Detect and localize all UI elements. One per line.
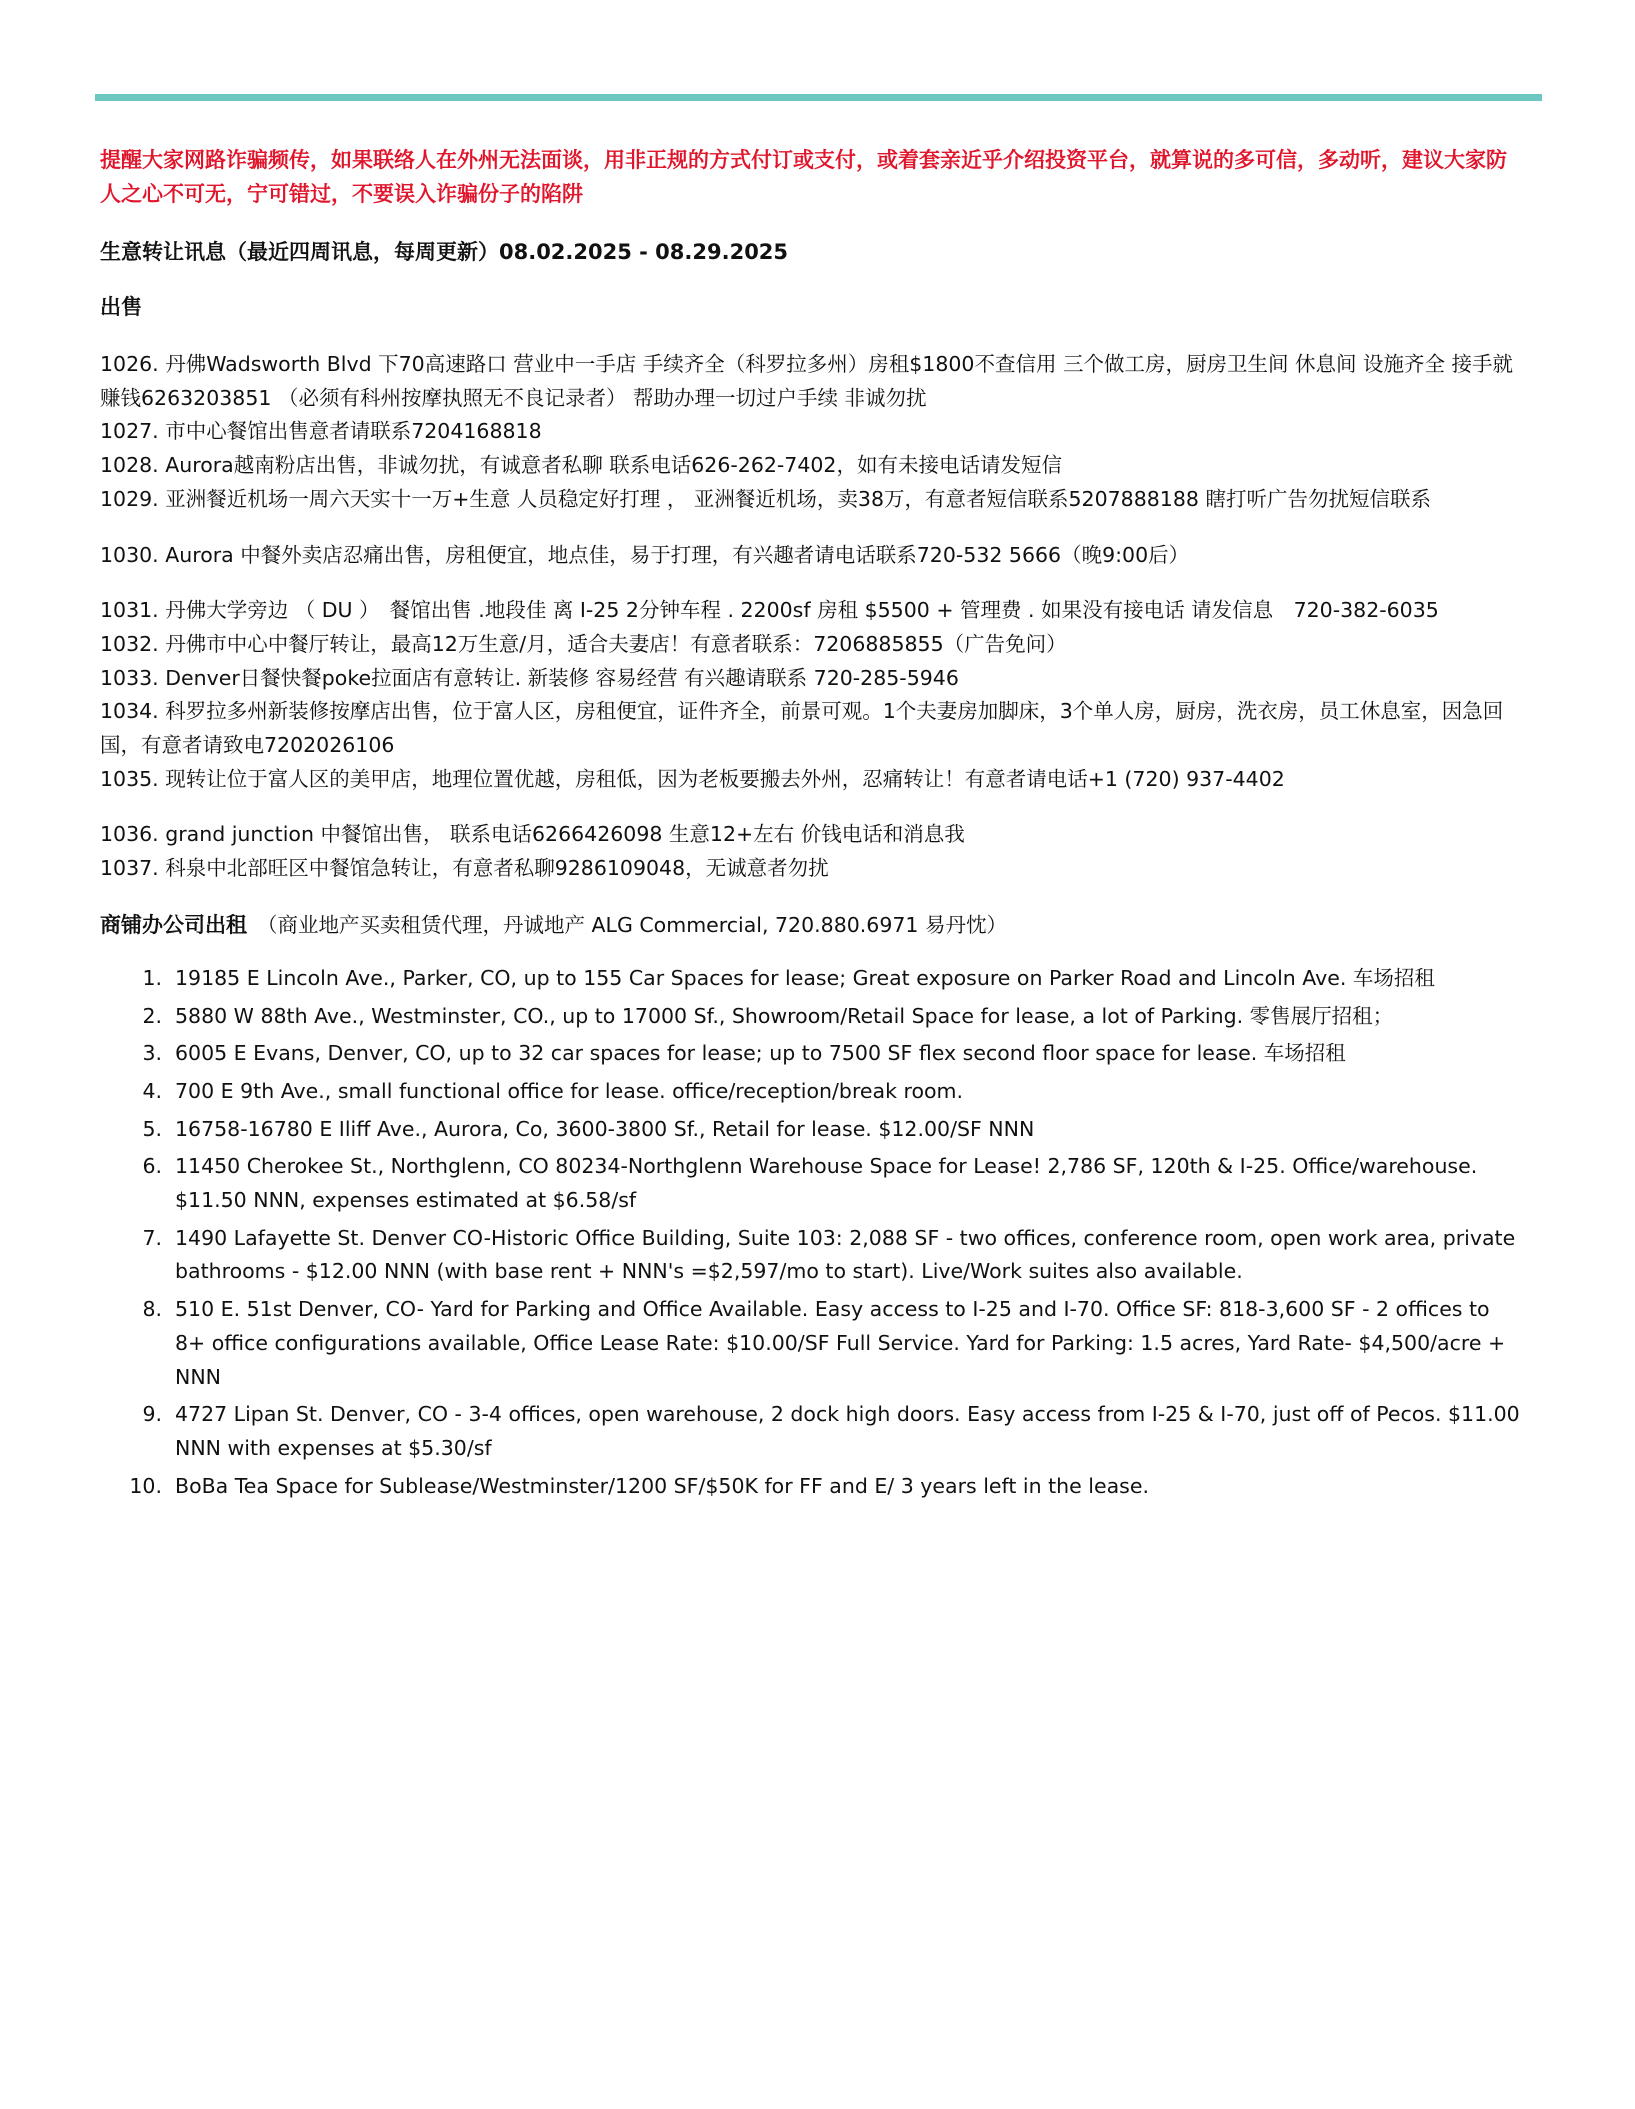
listing-group [100, 539, 1520, 573]
commercial-listing-item [100, 1150, 1520, 1217]
listing-item: 1031. 丹佛大学旁边 （ DU ） 餐馆出售 .地段佳 离 I-25 2分钟车程 . 2200sf 房租 $5500 + 管理费 . 如果没有接电话 请发信息 720-382-6035 [100, 598, 1439, 623]
item-number: 6. [142, 1154, 162, 1179]
commercial-listing-item [100, 1000, 1520, 1034]
item-text: 510 E. 51st Denver, CO- Yard for Parking and Office Available. Easy access to I-25 and I-70. Office SF: 818-3,600 SF - 2 offices to 8+ office configurations available, Office Lease Rate: $10.00/SF Full Service. Yard for Parking: 1.5 acres, Yard Rate- $4,500/acre + NNN [175, 1297, 1506, 1389]
commercial-listing-item [100, 1293, 1520, 1394]
listing-item: 1026. 丹佛Wadsworth Blvd 下70高速路口 营业中一手店 手续齐全（科罗拉多州）房租$1800不查信用 三个做工房，厨房卫生间 休息间 设施齐全 接手就赚钱6263203851 （必须有科州按摩执照无不良记录者） 帮助办理一切过户手续 非诚勿扰 [100, 352, 1514, 410]
listing-group [100, 348, 1520, 517]
item-text: 11450 Cherokee St., Northglenn, CO 80234-Northglenn Warehouse Space for Lease! 2,786 SF, 120th & I-25. Office/warehouse. $11.50 NNN, expenses estimated at $6.58/sf [175, 1154, 1478, 1213]
listing-item: 1036. grand junction 中餐馆出售， 联系电话6266426098 生意12+左右 价钱电话和消息我 [100, 822, 965, 847]
listing-item: 1030. Aurora 中餐外卖店忍痛出售，房租便宜，地点佳，易于打理，有兴趣者请电话联系720-532 5666（晚9:00后） [100, 542, 1190, 567]
item-number: 8. [142, 1297, 162, 1322]
listing-item: 1035. 现转让位于富人区的美甲店，地理位置优越，房租低，因为老板要搬去外州，忍痛转让！有意者请电话+1 (720) 937-4402 [100, 766, 1285, 791]
commercial-listing-item [100, 1037, 1520, 1071]
item-text: 16758-16780 E Iliff Ave., Aurora, Co, 3600-3800 Sf., Retail for lease. $12.00/SF NNN [175, 1116, 1035, 1141]
item-number: 10. [129, 1473, 162, 1498]
fraud-warning: 提醒大家网路诈骗频传，如果联络人在外州无法面谈，用非正规的方式付订或支付，或着套亲近乎介绍投资平台，就算说的多可信，多动听，建议大家防人之心不可无，宁可错过，不要误入诈骗份子的陷阱 [100, 148, 1507, 206]
commercial-agent-note: （商业地产买卖租赁代理，丹诚地产 ALG Commercial, 720.880.6971 易丹忱） [257, 912, 1007, 937]
listing-group [100, 818, 1520, 885]
commercial-listing-item [100, 1398, 1520, 1465]
commercial-listing-item [100, 1113, 1520, 1147]
item-text: 6005 E Evans, Denver, CO, up to 32 car spaces for lease; up to 7500 SF flex second floor space for lease. 车场招租 [175, 1041, 1346, 1066]
item-text: 700 E 9th Ave., small functional office for lease. office/reception/break room. [175, 1078, 964, 1103]
top-divider [95, 94, 1542, 101]
item-text: 4727 Lipan St. Denver, CO - 3-4 offices, open warehouse, 2 dock high doors. Easy access from I-25 & I-70, just off of Pecos. $11.00 NNN with expenses at $5.30/sf [175, 1402, 1520, 1460]
page-content [100, 143, 1520, 1507]
listing-item: 1028. Aurora越南粉店出售，非诚勿扰，有诚意者私聊 联系电话626-262-7402，如有未接电话请发短信 [100, 453, 1062, 478]
commercial-listings [100, 962, 1520, 1504]
commercial-listing-item [100, 1075, 1520, 1109]
listing-item: 1032. 丹佛市中心中餐厅转让，最高12万生意/月，适合夫妻店！有意者联系：7206885855（广告免问） [100, 631, 1067, 656]
item-text: BoBa Tea Space for Sublease/Westminster/1200 SF/$50K for FF and E/ 3 years left in the lease. [175, 1473, 1149, 1498]
period-heading: 生意转让讯息（最近四周讯息，每周更新）08.02.2025 - 08.29.2025 [100, 240, 789, 264]
listing-item: 1037. 科泉中北部旺区中餐馆急转让，有意者私聊9286109048，无诚意者勿扰 [100, 856, 829, 881]
commercial-listing-item [100, 1470, 1520, 1504]
item-number: 1. [142, 965, 162, 990]
listing-item: 1027. 市中心餐馆出售意者请联系7204168818 [100, 419, 542, 444]
item-number: 7. [142, 1225, 162, 1250]
commercial-listing-item [100, 1222, 1520, 1289]
item-number: 4. [142, 1078, 162, 1103]
commercial-heading-title: 商铺办公司出租 [100, 912, 247, 937]
item-number: 2. [142, 1003, 162, 1028]
commercial-listing-item [100, 962, 1520, 996]
listing-item: 1029. 亚洲餐近机场一周六天实十一万+生意 人员稳定好打理 ， 亚洲餐近机场，卖38万，有意者短信联系5207888188 瞎打听广告勿扰短信联系 [100, 486, 1431, 511]
item-text: 5880 W 88th Ave., Westminster, CO., up to 17000 Sf., Showroom/Retail Space for lease, a lot of Parking. 零售展厅招租； [175, 1003, 1394, 1028]
listing-group [100, 594, 1520, 796]
listing-item: 1034. 科罗拉多州新装修按摩店出售，位于富人区，房租便宜，证件齐全，前景可观。1个夫妻房加脚床，3个单人房，厨房，洗衣房，员工休息室，因急回国，有意者请致电7202026106 [100, 699, 1504, 758]
sale-heading: 出售 [100, 295, 142, 319]
item-text: 19185 E Lincoln Ave., Parker, CO, up to 155 Car Spaces for lease; Great exposure on Parker Road and Lincoln Ave. 车场招租 [175, 965, 1435, 990]
listing-item: 1033. Denver日餐快餐poke拉面店有意转让. 新装修 容易经营 有兴趣请联系 720-285-5946 [100, 665, 959, 690]
commercial-heading [100, 910, 1520, 940]
item-number: 5. [142, 1116, 162, 1141]
item-number: 3. [142, 1041, 162, 1066]
item-text: 1490 Lafayette St. Denver CO-Historic Office Building, Suite 103: 2,088 SF - two offices, conference room, open work area, private bathrooms - $12.00 NNN (with base rent + NNN's =$2,597/mo to start). Live/Work suites also available. [175, 1225, 1516, 1284]
item-number: 9. [142, 1402, 162, 1427]
